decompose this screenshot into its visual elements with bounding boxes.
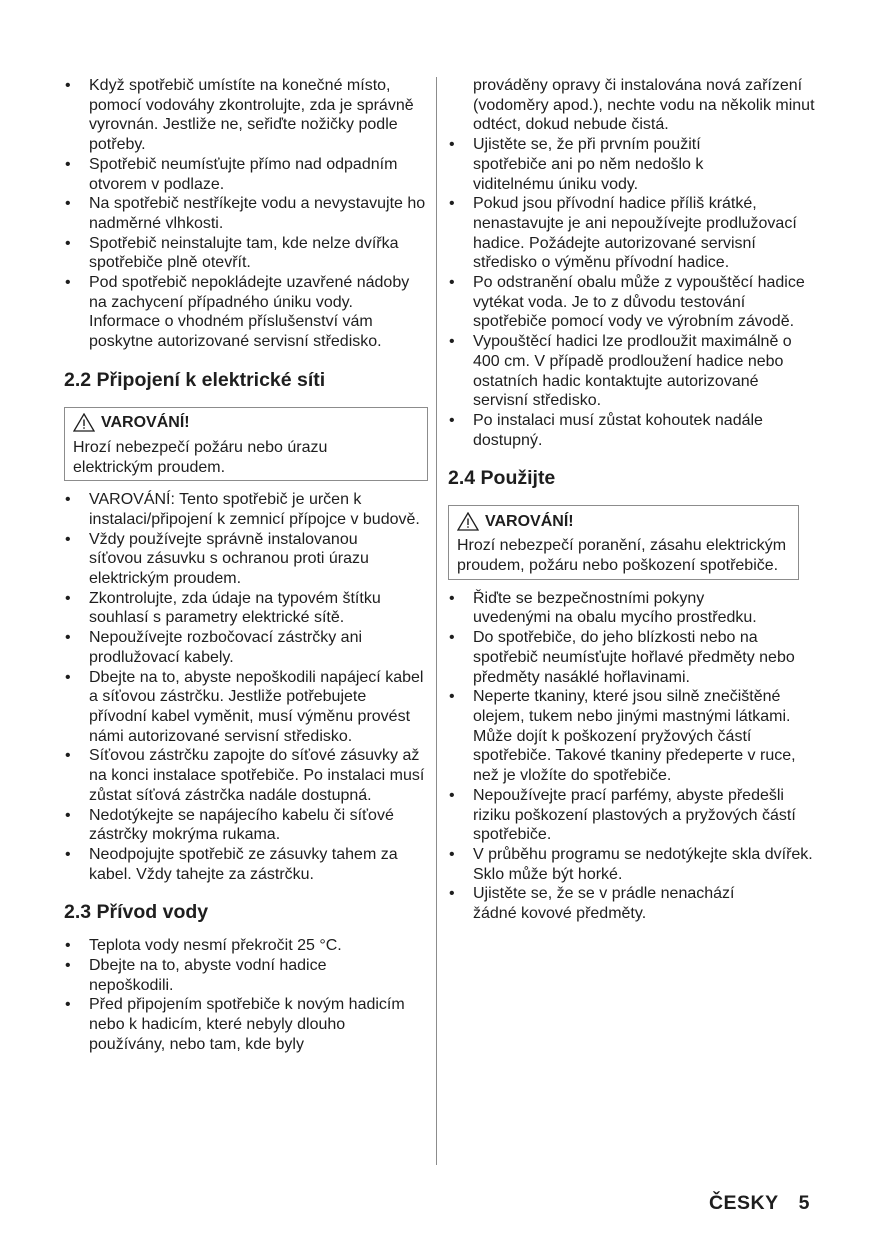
list-item: • Na spotřebič nestříkejte vodu a nevystavujte ho nadměrné vlhkosti. bbox=[65, 195, 426, 232]
warning-title: VAROVÁNÍ! bbox=[485, 512, 574, 530]
language-label: ČESKY bbox=[708, 1192, 779, 1214]
right-column bbox=[448, 74, 816, 924]
list-item: • Neodpojujte spotřebič ze zásuvky tahem za kabel. Vždy tahejte za zástrčku. bbox=[65, 845, 398, 883]
use-bullet-list bbox=[448, 589, 816, 924]
warning-header bbox=[73, 408, 419, 438]
page-number: 5 bbox=[798, 1192, 810, 1214]
continued-paragraph: prováděny opravy či instalována nová zařízení (vodoměry apod.), nechte vodu na několik minut odtéct, dokud nebude čistá. bbox=[473, 77, 815, 134]
list-item: • Do spotřebiče, do jeho blízkosti nebo na spotřebič neumísťujte hořlavé předměty nebo předměty nasáklé hořlavinami. bbox=[449, 629, 795, 686]
warning-triangle-icon bbox=[73, 413, 95, 432]
section-heading-2-3: 2.3 Přívod vody bbox=[64, 901, 209, 924]
warning-box-use bbox=[448, 505, 799, 579]
list-item: • Zkontrolujte, zda údaje na typovém štítku souhlasí s parametry elektrické sítě. bbox=[65, 589, 381, 627]
list-item: • V průběhu programu se nedotýkejte skla dvířek. Sklo může být horké. bbox=[449, 845, 813, 883]
list-item: • Síťovou zástrčku zapojte do síťové zásuvky až na konci instalace spotřebiče. Po instalaci musí zůstat síťová zástrčka nadále dostupná. bbox=[65, 747, 425, 804]
list-item: • Nedotýkejte se napájecího kabelu či síťové zástrčky mokrýma rukama. bbox=[65, 806, 394, 844]
list-item: • Spotřebič neumísťujte přímo nad odpadním otvorem v podlaze. bbox=[65, 155, 398, 193]
list-item: • Pokud jsou přívodní hadice příliš krátké, nenastavujte je ani nepoužívejte prodlužovací hadice. Požádejte autorizované servisní středisko o výměnu přívodní hadice. bbox=[449, 195, 797, 272]
section-heading-2-4: 2.4 Použijte bbox=[448, 467, 556, 490]
list-item: • Nepoužívejte prací parfémy, abyste předešli riziku poškození plastových a pryžových částí spotřebiče. bbox=[449, 786, 796, 844]
list-item: • Ujistěte se, že při prvním použití spotřebiče ani po něm nedošlo k viditelnému úniku vody. bbox=[449, 136, 704, 193]
section-heading-2-2: 2.2 Připojení k elektrické síti bbox=[64, 368, 326, 391]
list-item: • Dbejte na to, abyste vodní hadice nepoškodili. bbox=[65, 957, 327, 994]
left-column bbox=[64, 74, 428, 1055]
list-item: • Vypouštěcí hadici lze prodloužit maximálně o 400 cm. V případě prodloužení hadice nebo ostatních hadic kontaktujte autorizované servisní středisko. bbox=[449, 333, 792, 410]
list-item: • Ujistěte se, že se v prádle nenachází žádné kovové předměty. bbox=[449, 885, 735, 923]
list-item: • Pod spotřebič nepokládejte uzavřené nádoby na zachycení případného úniku vody. Informace o vhodném příslušenství vám poskytne autorizované servisní středisko. bbox=[65, 274, 410, 351]
water-bullet-list bbox=[64, 936, 428, 1054]
warning-title: VAROVÁNÍ! bbox=[101, 413, 190, 431]
column-divider bbox=[436, 77, 437, 1165]
list-item: • Teplota vody nesmí překročit 25 °C. bbox=[65, 937, 342, 955]
list-item: • Když spotřebič umístíte na konečné místo, pomocí vodováhy zkontrolujte, zda je správně vyrovnán. Jestliže ne, seřiďte nožičky podle potřeby. bbox=[65, 77, 414, 154]
warning-triangle-icon bbox=[457, 512, 479, 531]
warning-text: Hrozí nebezpečí poranění, zásahu elektrickým proudem, požáru nebo poškození spotřebiče. bbox=[457, 537, 787, 575]
warning-header bbox=[457, 506, 790, 536]
intro-bullet-list bbox=[64, 76, 428, 352]
warning-text: Hrozí nebezpečí požáru nebo úrazu elektrickým proudem. bbox=[73, 438, 328, 476]
list-item: • Po odstranění obalu může z vypouštěcí hadice vytékat voda. Je to z důvodu testování spotřebiče pomocí vody ve výrobním závodě. bbox=[449, 274, 805, 331]
list-item: • Řiďte se bezpečnostními pokyny uvedenými na obalu mycího prostředku. bbox=[449, 589, 757, 627]
list-item: • Vždy používejte správně instalovanou síťovou zásuvku s ochranou proti úrazu elektrickým proudem. bbox=[65, 530, 369, 588]
page-footer bbox=[709, 1192, 810, 1215]
list-item: • Spotřebič neinstalujte tam, kde nelze dvířka spotřebiče plně otevřít. bbox=[65, 234, 399, 272]
list-item: • Neperte tkaniny, které jsou silně znečištěné olejem, tukem nebo jinými mastnými látkami. Může dojít k poškození pryžových částí spotřebiče. Takové tkaniny předeperte v ruce, než je vložíte do spotřebiče. bbox=[449, 688, 796, 785]
electric-bullet-list bbox=[64, 490, 428, 884]
list-item: • Dbejte na to, abyste nepoškodili napájecí kabel a síťovou zástrčku. Jestliže potřebujete přívodní kabel vyměnit, musí výměnu provést námi autorizované servisní středisko. bbox=[65, 668, 424, 745]
list-item: • Po instalaci musí zůstat kohoutek nadále dostupný. bbox=[449, 411, 763, 449]
list-item: • VAROVÁNÍ: Tento spotřebič je určen k instalaci/připojení k zemnicí přípojce v budově. bbox=[65, 491, 420, 528]
warning-box-electric bbox=[64, 407, 428, 481]
list-item: • Nepoužívejte rozbočovací zástrčky ani prodlužovací kabely. bbox=[65, 629, 363, 666]
water-bullet-list-continued bbox=[448, 135, 816, 450]
list-item: • Před připojením spotřebiče k novým hadicím nebo k hadicím, které nebyly dlouho používány, nebo tam, kde byly bbox=[65, 996, 405, 1053]
